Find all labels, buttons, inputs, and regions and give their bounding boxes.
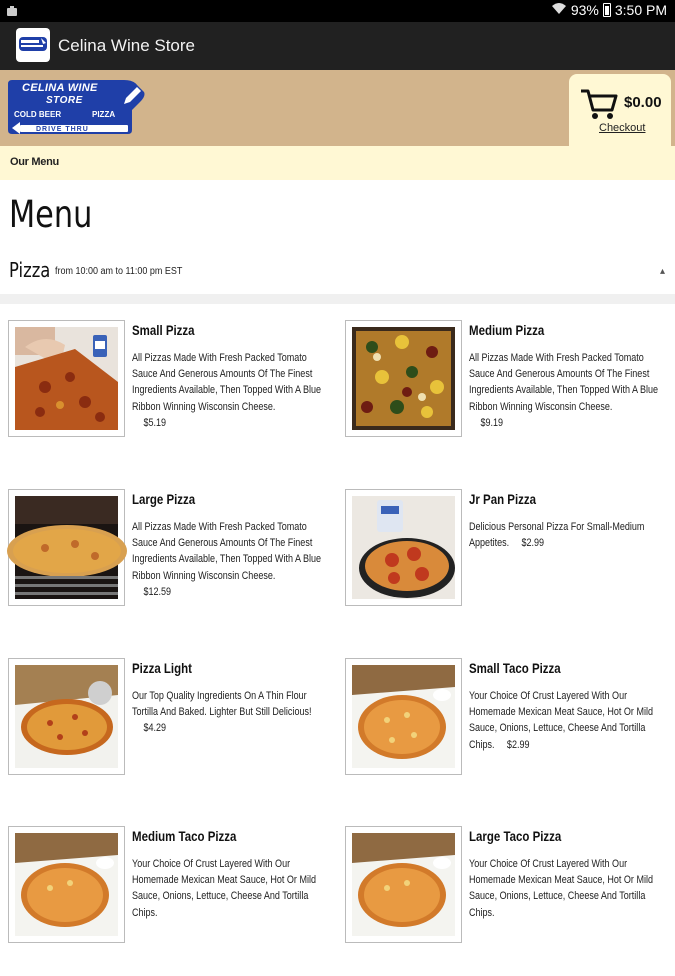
- item-description: [469, 856, 663, 921]
- item-name[interactable]: Medium Taco Pizza: [132, 828, 237, 844]
- item-description: [132, 519, 326, 600]
- logo-text-line1: CELINA WINE: [22, 82, 98, 94]
- item-name[interactable]: Medium Pizza: [469, 322, 545, 338]
- category-name: Pizza: [9, 258, 51, 282]
- store-logo[interactable]: [6, 76, 146, 138]
- app-bar: [0, 22, 675, 70]
- item-price: $2.99: [521, 537, 545, 550]
- item-description: [132, 350, 326, 431]
- pizza-oven-photo[interactable]: [8, 489, 125, 606]
- item-price: $4.29: [143, 722, 167, 735]
- item-description-text: Our Top Quality Ingredients On A Thin Flour Tortilla And Baked. Lighter But Still Delicious!: [132, 690, 312, 719]
- item-name[interactable]: Small Pizza: [132, 322, 195, 338]
- menu-item[interactable]: [8, 658, 338, 808]
- item-price: $9.19: [480, 416, 504, 429]
- divider: [0, 294, 675, 304]
- collapse-toggle-icon[interactable]: ▴: [659, 266, 665, 277]
- menu-item[interactable]: [345, 826, 675, 976]
- menu-item[interactable]: [345, 489, 675, 639]
- breadcrumb-bar: [0, 146, 675, 180]
- battery-icon: [603, 3, 611, 17]
- menu-item[interactable]: [345, 658, 675, 808]
- item-description: [469, 350, 663, 431]
- taco-pizza-photo[interactable]: [345, 826, 462, 943]
- shopping-cart-icon[interactable]: [579, 86, 619, 125]
- category-hours: from 10:00 am to 11:00 pm EST: [55, 266, 183, 277]
- item-description: [132, 688, 326, 737]
- checkout-link[interactable]: Checkout: [599, 122, 646, 134]
- category-header-pizza[interactable]: [9, 258, 669, 286]
- logo-text-line3-left: COLD BEER: [14, 110, 62, 119]
- item-price: $12.59: [143, 585, 172, 598]
- item-name[interactable]: Large Pizza: [132, 491, 196, 507]
- item-description-text: All Pizzas Made With Fresh Packed Tomato Sauce And Generous Amounts Of The Finest Ingredients Available, Then Topped With A Blue Ribbon Winning Wisconsin Cheese.: [469, 352, 659, 413]
- pan-pizza-photo[interactable]: [345, 489, 462, 606]
- clock: 3:50 PM: [614, 2, 667, 18]
- supreme-pizza-photo[interactable]: [345, 320, 462, 437]
- notification-icon: [6, 4, 18, 22]
- item-description-text: Your Choice Of Crust Layered With Our Homemade Mexican Meat Sauce, Hot Or Mild Sauce, Onions, Lettuce, Cheese And Tortilla Chips.: [469, 858, 653, 919]
- item-description-text: Delicious Personal Pizza For Small-Medium Appetites.: [469, 521, 645, 550]
- app-title: Celina Wine Store: [58, 36, 196, 55]
- item-description-text: Your Choice Of Crust Layered With Our Homemade Mexican Meat Sauce, Hot Or Mild Sauce, Onions, Lettuce, Cheese And Tortilla Chips.: [132, 858, 316, 919]
- item-description-text: All Pizzas Made With Fresh Packed Tomato Sauce And Generous Amounts Of The Finest Ingredients Available, Then Topped With A Blue Ribbon Winning Wisconsin Cheese.: [132, 521, 322, 582]
- item-name[interactable]: Small Taco Pizza: [469, 660, 561, 676]
- item-description-text: All Pizzas Made With Fresh Packed Tomato Sauce And Generous Amounts Of The Finest Ingredients Available, Then Topped With A Blue Ribbon Winning Wisconsin Cheese.: [132, 352, 322, 413]
- page-title: Menu: [9, 193, 93, 236]
- breadcrumb[interactable]: Our Menu: [10, 156, 59, 168]
- item-description-text: Your Choice Of Crust Layered With Our Homemade Mexican Meat Sauce, Hot Or Mild Sauce, Onions, Lettuce, Cheese And Tortilla Chips.: [469, 690, 653, 751]
- menu-item[interactable]: [8, 826, 338, 976]
- logo-text-line4: DRIVE THRU: [36, 126, 89, 133]
- taco-pizza-photo[interactable]: [345, 658, 462, 775]
- pizza-box-photo[interactable]: [8, 658, 125, 775]
- menu-item[interactable]: [345, 320, 675, 470]
- item-name[interactable]: Jr Pan Pizza: [469, 491, 536, 507]
- menu-item[interactable]: [8, 489, 338, 639]
- logo-text-line2: STORE: [46, 95, 83, 106]
- item-description: [132, 856, 326, 921]
- menu-item[interactable]: [8, 320, 338, 470]
- battery-percent: 93%: [570, 2, 599, 18]
- item-price: $5.19: [143, 416, 167, 429]
- logo-text-line3-right: PIZZA: [92, 110, 116, 119]
- wifi-icon: [551, 2, 567, 18]
- item-name[interactable]: Large Taco Pizza: [469, 828, 562, 844]
- item-description: [469, 519, 663, 551]
- status-bar: [0, 0, 675, 22]
- app-logo-icon[interactable]: [16, 28, 50, 62]
- pizza-slice-photo[interactable]: [8, 320, 125, 437]
- item-price: $2.99: [506, 738, 530, 751]
- cart-total: $0.00: [624, 94, 662, 111]
- item-name[interactable]: Pizza Light: [132, 660, 192, 676]
- taco-pizza-photo[interactable]: [8, 826, 125, 943]
- cart-widget[interactable]: [569, 74, 671, 146]
- item-description: [469, 688, 663, 753]
